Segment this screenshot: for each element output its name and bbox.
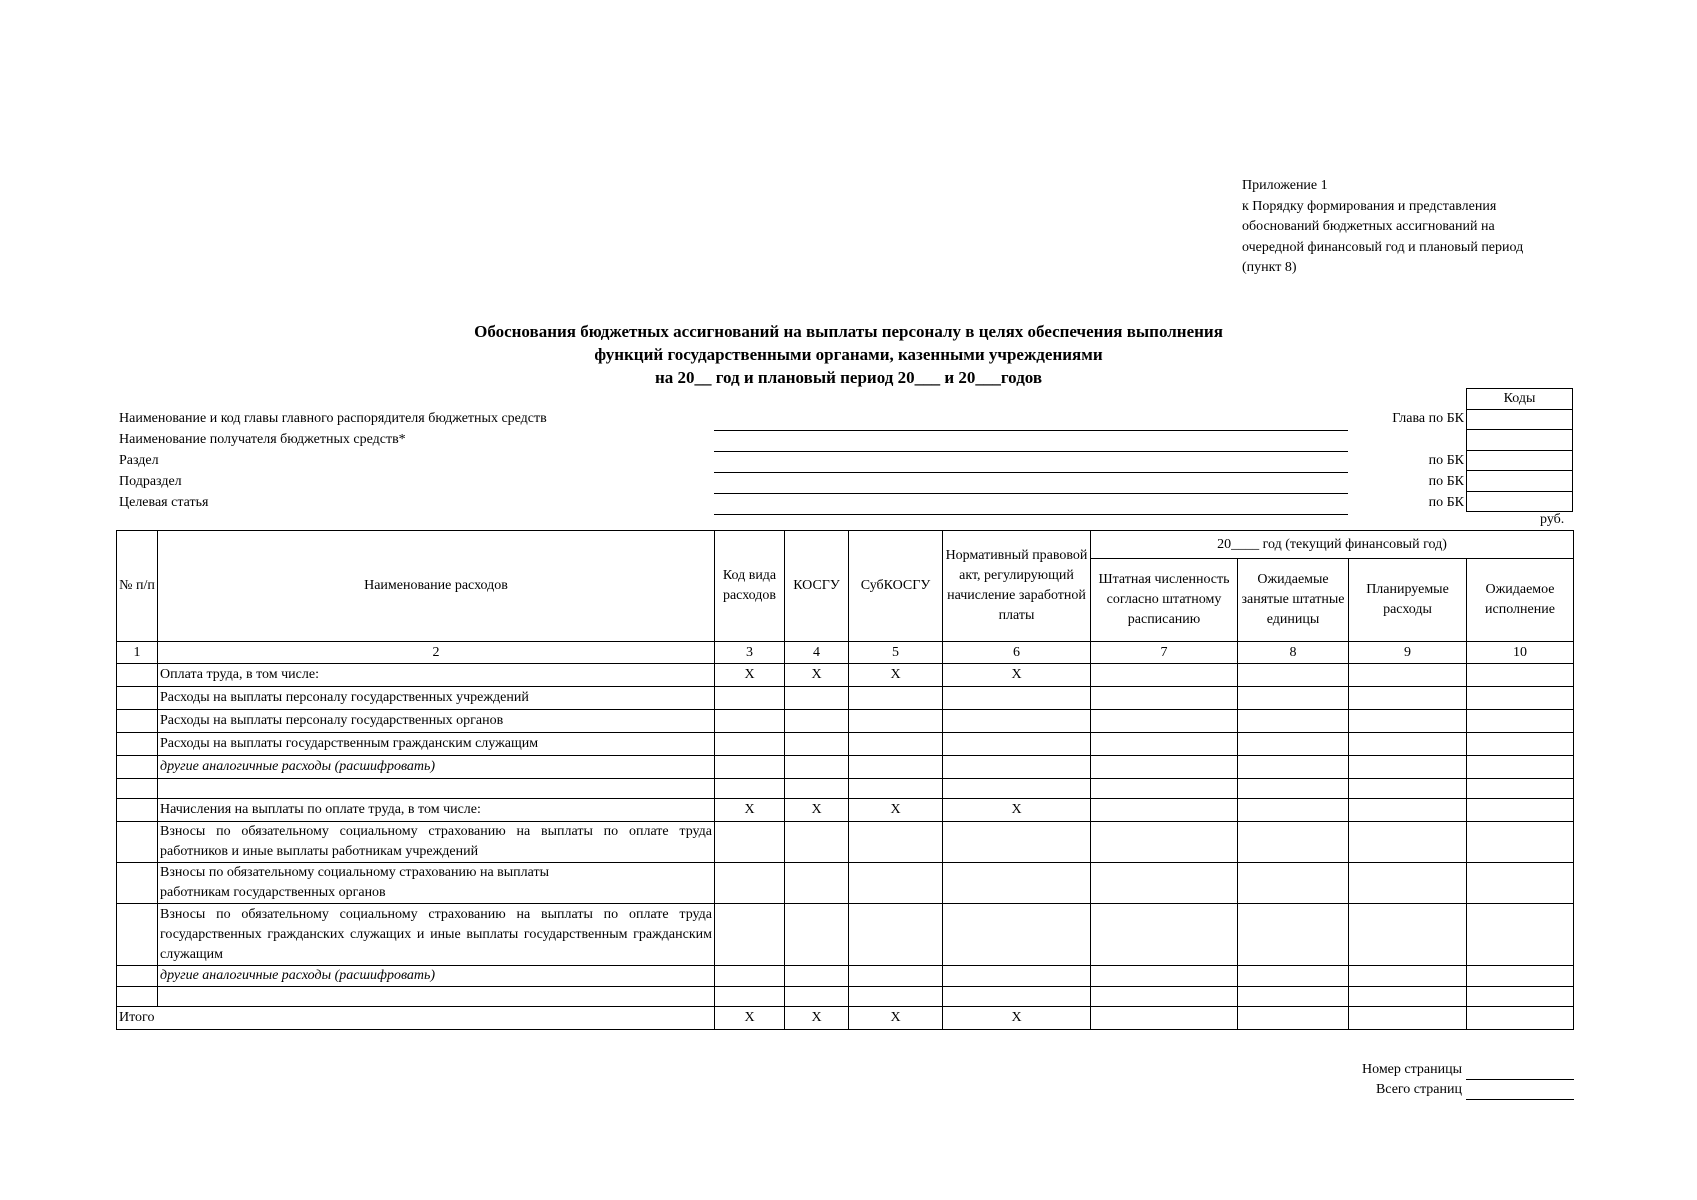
cell-expected[interactable] xyxy=(1467,710,1574,733)
header-staff-count: Штатная численность согласно штатному расписанию xyxy=(1091,559,1238,642)
code-cell-subsection[interactable] xyxy=(1467,471,1573,492)
cell-kosgu[interactable] xyxy=(785,904,849,966)
appendix-line: к Порядку формирования и представления xyxy=(1242,198,1497,214)
table-row xyxy=(117,756,1574,779)
cell-act[interactable] xyxy=(943,687,1091,710)
title-line-1: Обоснования бюджетных ассигнований на выплаты персоналу в целях обеспечения выполнения xyxy=(474,322,1223,341)
meta-right-chapter-bk: Глава по БК xyxy=(1392,411,1464,426)
table-row xyxy=(117,822,1574,863)
fill-line-target-item[interactable] xyxy=(714,514,1348,515)
col-number: 9 xyxy=(1349,642,1467,664)
cell-staff[interactable] xyxy=(1091,710,1238,733)
meta-label-recipient: Наименование получателя бюджетных средств* xyxy=(119,432,406,447)
cell-subkosgu[interactable] xyxy=(849,904,943,966)
meta-label-target-item: Целевая статья xyxy=(119,495,209,510)
appendix-line: (пункт 8) xyxy=(1242,260,1297,275)
cell-kvr[interactable] xyxy=(715,779,785,799)
row-name: Взносы по обязательному социальному страхованию на выплаты по оплате труда государственных гражданских служащих и иные выплаты государственным гражданским служащим xyxy=(158,904,715,966)
cell-occupied[interactable] xyxy=(1238,987,1349,1007)
row-name: Расходы на выплаты персоналу государственных органов xyxy=(158,710,715,733)
table-row xyxy=(117,664,1574,687)
fill-line-recipient[interactable] xyxy=(714,451,1348,452)
cell-kosgu[interactable] xyxy=(785,822,849,863)
cell-planned[interactable] xyxy=(1349,664,1467,687)
cell-kvr[interactable] xyxy=(715,687,785,710)
col-number: 10 xyxy=(1467,642,1574,664)
cell-kvr: X xyxy=(715,664,785,687)
cell-kvr: X xyxy=(715,799,785,822)
row-name: Расходы на выплаты государственным гражданским служащим xyxy=(158,733,715,756)
cell-num[interactable] xyxy=(117,987,158,1007)
row-name: другие аналогичные расходы (расшифровать) xyxy=(158,756,715,779)
cell-act[interactable] xyxy=(943,756,1091,779)
cell-kosgu[interactable] xyxy=(785,966,849,987)
cell-act: X xyxy=(943,799,1091,822)
cell-expected[interactable] xyxy=(1467,966,1574,987)
total-pages-line[interactable] xyxy=(1466,1099,1574,1100)
cell-expected[interactable] xyxy=(1467,799,1574,822)
meta-label-section: Раздел xyxy=(119,453,159,468)
cell-expected[interactable] xyxy=(1467,1007,1574,1030)
cell-kosgu: X xyxy=(785,664,849,687)
meta-right-target-bk: по БК xyxy=(1428,495,1464,510)
cell-planned[interactable] xyxy=(1349,966,1467,987)
table-row xyxy=(117,733,1574,756)
code-cell-section[interactable] xyxy=(1467,450,1573,471)
cell-staff[interactable] xyxy=(1091,863,1238,904)
header-current-year: 20____ год (текущий финансовый год) xyxy=(1091,531,1574,559)
fill-line-section[interactable] xyxy=(714,472,1348,473)
cell-num[interactable] xyxy=(117,710,158,733)
col-number: 3 xyxy=(715,642,785,664)
code-cell-chapter[interactable] xyxy=(1467,409,1573,430)
cell-subkosgu: X xyxy=(849,1007,943,1030)
row-name: Расходы на выплаты персоналу государственных учреждений xyxy=(158,687,715,710)
col-number: 8 xyxy=(1238,642,1349,664)
cell-occupied[interactable] xyxy=(1238,966,1349,987)
col-number: 6 xyxy=(943,642,1091,664)
row-name: Начисления на выплаты по оплате труда, в том числе: xyxy=(158,799,715,822)
cell-subkosgu: X xyxy=(849,664,943,687)
col-number: 2 xyxy=(158,642,715,664)
cell-occupied[interactable] xyxy=(1238,756,1349,779)
header-planned-expenses: Планируемые расходы xyxy=(1349,559,1467,642)
cell-planned[interactable] xyxy=(1349,733,1467,756)
cell-kosgu[interactable] xyxy=(785,733,849,756)
cell-staff[interactable] xyxy=(1091,733,1238,756)
meta-label-subsection: Подраздел xyxy=(119,474,182,489)
appendix-line: обоснований бюджетных ассигнований на xyxy=(1242,219,1495,234)
cell-kosgu[interactable] xyxy=(785,687,849,710)
cell-num[interactable] xyxy=(117,822,158,863)
cell-staff[interactable] xyxy=(1091,822,1238,863)
cell-occupied[interactable] xyxy=(1238,863,1349,904)
cell-planned[interactable] xyxy=(1349,822,1467,863)
budget-table xyxy=(116,530,1574,1030)
cell-staff[interactable] xyxy=(1091,664,1238,687)
page-number-line[interactable] xyxy=(1466,1079,1574,1080)
cell-act[interactable] xyxy=(943,710,1091,733)
cell-subkosgu[interactable] xyxy=(849,733,943,756)
cell-act[interactable] xyxy=(943,822,1091,863)
cell-occupied[interactable] xyxy=(1238,710,1349,733)
cell-staff[interactable] xyxy=(1091,904,1238,966)
document-title xyxy=(0,320,1697,389)
header-subkosgu: СубКОСГУ xyxy=(849,531,943,642)
row-name[interactable] xyxy=(158,987,715,1007)
cell-kvr[interactable] xyxy=(715,710,785,733)
cell-subkosgu[interactable] xyxy=(849,966,943,987)
cell-staff[interactable] xyxy=(1091,966,1238,987)
cell-kosgu[interactable] xyxy=(785,987,849,1007)
col-number: 1 xyxy=(117,642,158,664)
appendix-line: очередной финансовый год и плановый период xyxy=(1242,239,1524,255)
cell-num[interactable] xyxy=(117,904,158,966)
cell-staff[interactable] xyxy=(1091,799,1238,822)
row-name: Взносы по обязательному социальному страхованию на выплаты по оплате труда работников и иные выплаты работникам учреждений xyxy=(158,822,715,863)
cell-occupied[interactable] xyxy=(1238,904,1349,966)
cell-planned[interactable] xyxy=(1349,710,1467,733)
cell-subkosgu[interactable] xyxy=(849,863,943,904)
cell-subkosgu[interactable] xyxy=(849,756,943,779)
cell-act[interactable] xyxy=(943,863,1091,904)
cell-subkosgu: X xyxy=(849,799,943,822)
table-row xyxy=(117,710,1574,733)
col-number: 7 xyxy=(1091,642,1238,664)
table-row xyxy=(117,863,1574,904)
code-cell-recipient[interactable] xyxy=(1467,430,1573,451)
header-expected-execution: Ожидаемое исполнение xyxy=(1467,559,1574,642)
fill-line-subsection[interactable] xyxy=(714,493,1348,494)
appendix-note xyxy=(1242,176,1582,279)
cell-occupied[interactable] xyxy=(1238,687,1349,710)
cell-num[interactable] xyxy=(117,756,158,779)
cell-kosgu[interactable] xyxy=(785,710,849,733)
cell-num[interactable] xyxy=(117,779,158,799)
title-line-3: на 20__ год и плановый период 20___ и 20___годов xyxy=(654,368,1043,387)
cell-staff[interactable] xyxy=(1091,756,1238,779)
cell-kvr[interactable] xyxy=(715,756,785,779)
cell-planned[interactable] xyxy=(1349,687,1467,710)
cell-occupied[interactable] xyxy=(1238,799,1349,822)
cell-staff[interactable] xyxy=(1091,987,1238,1007)
cell-num[interactable] xyxy=(117,966,158,987)
header-number: № п/п xyxy=(117,531,158,642)
cell-planned[interactable] xyxy=(1349,756,1467,779)
total-label: Итого xyxy=(117,1007,715,1030)
cell-staff[interactable] xyxy=(1091,687,1238,710)
cell-num[interactable] xyxy=(117,799,158,822)
cell-kvr[interactable] xyxy=(715,863,785,904)
header-kvr: Код вида расходов xyxy=(715,531,785,642)
cell-kvr[interactable] xyxy=(715,904,785,966)
cell-occupied[interactable] xyxy=(1238,1007,1349,1030)
cell-act[interactable] xyxy=(943,987,1091,1007)
cell-expected[interactable] xyxy=(1467,987,1574,1007)
table-row xyxy=(117,687,1574,710)
header-occupied-units: Ожидаемые занятые штатные единицы xyxy=(1238,559,1349,642)
cell-kvr: X xyxy=(715,1007,785,1030)
currency-unit: руб. xyxy=(1540,512,1565,527)
cell-expected[interactable] xyxy=(1467,904,1574,966)
cell-kosgu[interactable] xyxy=(785,863,849,904)
cell-act: X xyxy=(943,1007,1091,1030)
meta-right-section-bk: по БК xyxy=(1428,453,1464,468)
cell-subkosgu[interactable] xyxy=(849,987,943,1007)
cell-kvr[interactable] xyxy=(715,733,785,756)
codes-box xyxy=(1466,388,1573,512)
cell-act[interactable] xyxy=(943,966,1091,987)
codes-header: Коды xyxy=(1467,389,1573,410)
cell-subkosgu[interactable] xyxy=(849,822,943,863)
cell-planned[interactable] xyxy=(1349,779,1467,799)
column-number-row xyxy=(117,642,1574,664)
col-number: 4 xyxy=(785,642,849,664)
page-number-label: Номер страницы xyxy=(1361,1062,1462,1077)
cell-expected[interactable] xyxy=(1467,756,1574,779)
meta-label-chief-manager: Наименование и код главы главного распорядителя бюджетных средств xyxy=(119,411,547,426)
cell-expected[interactable] xyxy=(1467,863,1574,904)
code-cell-target[interactable] xyxy=(1467,491,1573,512)
table-row xyxy=(117,987,1574,1007)
header-legal-act: Нормативный правовой акт, регулирующий начисление заработной платы xyxy=(943,531,1091,642)
cell-expected[interactable] xyxy=(1467,664,1574,687)
cell-kvr[interactable] xyxy=(715,987,785,1007)
row-name: Взносы по обязательному социальному страхованию на выплаты работникам государственных органов xyxy=(158,863,715,904)
cell-staff[interactable] xyxy=(1091,779,1238,799)
cell-kosgu[interactable] xyxy=(785,779,849,799)
cell-occupied[interactable] xyxy=(1238,779,1349,799)
cell-staff[interactable] xyxy=(1091,1007,1238,1030)
cell-kosgu: X xyxy=(785,1007,849,1030)
table-row xyxy=(117,779,1574,799)
cell-occupied[interactable] xyxy=(1238,733,1349,756)
header-kosgu: КОСГУ xyxy=(785,531,849,642)
table-row xyxy=(117,904,1574,966)
cell-act[interactable] xyxy=(943,779,1091,799)
cell-num[interactable] xyxy=(117,687,158,710)
cell-occupied[interactable] xyxy=(1238,664,1349,687)
cell-expected[interactable] xyxy=(1467,779,1574,799)
cell-kosgu: X xyxy=(785,799,849,822)
meta-right-subsection-bk: по БК xyxy=(1428,474,1464,489)
header-name: Наименование расходов xyxy=(158,531,715,642)
cell-subkosgu[interactable] xyxy=(849,687,943,710)
cell-num[interactable] xyxy=(117,863,158,904)
row-name: другие аналогичные расходы (расшифровать) xyxy=(158,966,715,987)
cell-kvr[interactable] xyxy=(715,966,785,987)
cell-act[interactable] xyxy=(943,733,1091,756)
cell-planned[interactable] xyxy=(1349,863,1467,904)
cell-act: X xyxy=(943,664,1091,687)
total-row xyxy=(117,1007,1574,1030)
total-pages-label: Всего страниц xyxy=(1375,1082,1462,1097)
cell-planned[interactable] xyxy=(1349,1007,1467,1030)
row-name[interactable] xyxy=(158,779,715,799)
table-row xyxy=(117,799,1574,822)
cell-expected[interactable] xyxy=(1467,687,1574,710)
cell-subkosgu[interactable] xyxy=(849,710,943,733)
cell-kvr[interactable] xyxy=(715,822,785,863)
appendix-line: Приложение 1 xyxy=(1242,178,1328,193)
title-line-2: функций государственными органами, казенными учреждениями xyxy=(594,345,1103,364)
cell-num[interactable] xyxy=(117,733,158,756)
col-number: 5 xyxy=(849,642,943,664)
table-row xyxy=(117,966,1574,987)
fill-line-chief-manager[interactable] xyxy=(714,430,1348,431)
row-name: Оплата труда, в том числе: xyxy=(158,664,715,687)
cell-subkosgu[interactable] xyxy=(849,779,943,799)
cell-occupied[interactable] xyxy=(1238,822,1349,863)
cell-num[interactable] xyxy=(117,664,158,687)
cell-expected[interactable] xyxy=(1467,822,1574,863)
cell-act[interactable] xyxy=(943,904,1091,966)
cell-expected[interactable] xyxy=(1467,733,1574,756)
cell-planned[interactable] xyxy=(1349,799,1467,822)
cell-planned[interactable] xyxy=(1349,987,1467,1007)
cell-kosgu[interactable] xyxy=(785,756,849,779)
cell-planned[interactable] xyxy=(1349,904,1467,966)
